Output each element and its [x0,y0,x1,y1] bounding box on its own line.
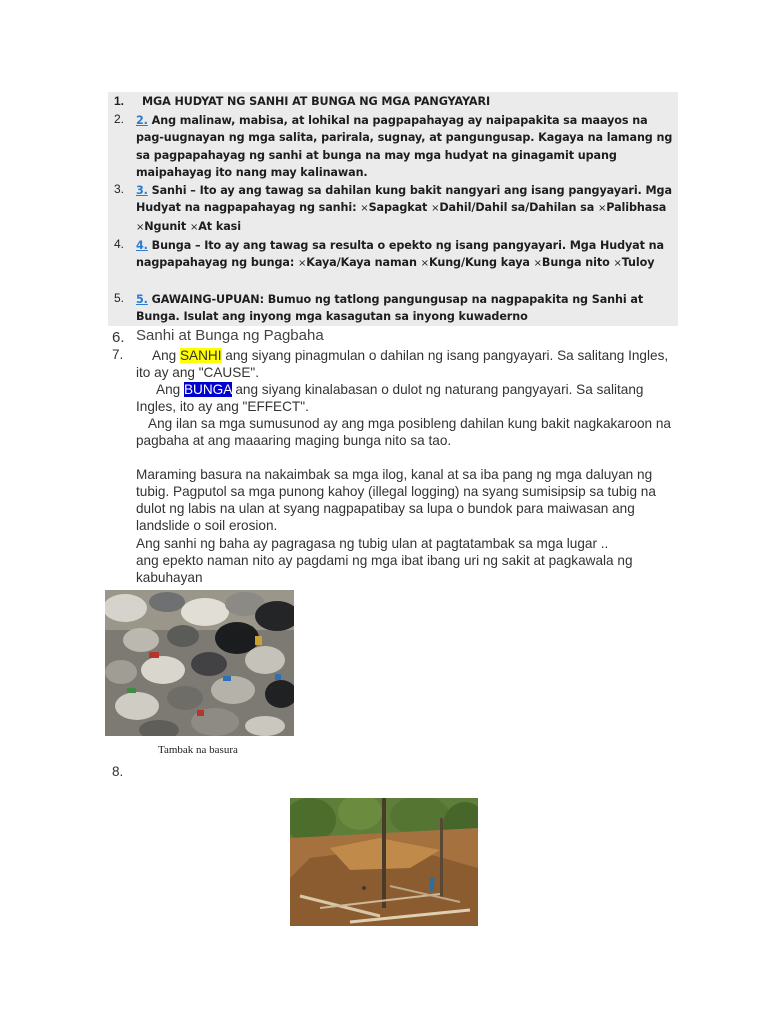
marker-word: Dahil/Dahil sa/Dahilan sa [439,201,595,215]
marker-symbol: × [297,258,307,270]
list-link[interactable]: 3. [136,184,148,197]
list-item-body: Bunga – Ito ay ang tawag sa resulta o epekto ng isang pangyayari. Mga Hudyat na nagpapahayag ng bunga: [136,239,664,270]
figure-caption: Tambak na basura [158,744,238,756]
paragraph-effect-summary: ang epekto naman nito ay pagdami ng mga ibat ibang uri ng sakit at pagkawala ng kabuhayan [136,553,633,585]
marker-symbol: × [431,203,440,215]
list-link[interactable]: 2. [136,114,148,127]
list-number: 6. [112,329,125,346]
highlight-sanhi: SANHI [179,348,222,363]
list-item-text [136,112,676,182]
marker-word: Ngunit [144,219,187,233]
marker-symbol: × [360,203,369,215]
list-item-body: Ang malinaw, mabisa, at lohikal na pagpapahayag ay naipapakita sa maayos na pag-uugnayan ng mga salita, parirala, sugnay, at pangungusap. Kagaya na lamang ng sa pagpapahayag ng sanhi at bunga na may mga hudyat na ginagamit upang maipahayag ito nang may kalinawan. [136,114,673,180]
list-link[interactable]: 5. [136,293,148,306]
marker-symbol: × [420,258,429,270]
text-run: ang siyang pinagmulan o dahilan ng isang pangyayari. Sa salitang Ingles, ito ay ang "CAUSE". [136,348,669,380]
text-run: Ang [156,382,184,397]
deforestation-photo [290,798,478,926]
list-link[interactable]: 4. [136,239,148,252]
marker-word: Sapagkat [368,201,428,215]
list-item-text [136,237,676,273]
marker-symbol: × [597,203,607,215]
list-item-heading: MGA HUDYAT NG SANHI AT BUNGA NG MGA PANGYAYARI [142,95,491,108]
paragraph-bunga [136,381,676,415]
marker-word: At kasi [198,219,241,233]
paragraph-sanhi [136,347,676,381]
marker-symbol: × [613,258,622,270]
numbered-list-panel [108,92,678,326]
text-run: ang siyang kinalabasan o dulot ng naturang pangyayari. Sa salitang Ingles, ito ay ang "EFFECT". [136,382,644,414]
marker-symbol: × [136,221,145,233]
paragraph-causes: Maraming basura na nakaimbak sa mga ilog, kanal at sa iba pang ng mga daluyan ng tubig. Pagputol sa mga punong kahoy (illegal logging) na syang sumisipsip sa tubig na dulot ng labis na ulan at syang nagpapatibay sa lupa o bundok para maiwasan ang landslide o soil erosion. [136,467,656,533]
list-number: 7. [112,347,124,362]
highlight-bunga: BUNGA [183,382,232,397]
marker-word: Kaya/Kaya naman [306,256,417,270]
list-number: 5. [114,291,125,305]
list-item-body: Sanhi – Ito ay ang tawag sa dahilan kung bakit nangyari ang isang pangyayari. Mga Hudyat na nagpapahayag ng sanhi: [136,184,672,215]
garbage-pile-photo [105,590,294,736]
list-item-text [136,291,676,326]
marker-symbol: × [533,258,542,270]
marker-word: Tuloy [621,256,655,270]
list-number: 4. [114,237,125,251]
paragraph-intro: Ang ilan sa mga sumusunod ay ang mga posibleng dahilan kung bakit nagkakaroon na pagbaha at ang maaaring maging bunga nito sa tao. [136,416,671,448]
marker-word: Kung/Kung kaya [428,256,530,270]
marker-symbol: × [189,221,199,233]
section-title: Sanhi at Bunga ng Pagbaha [136,327,324,344]
list-number: 3. [114,182,125,196]
paragraph-cause-summary: Ang sanhi ng baha ay pagragasa ng tubig ulan at pagtatambak sa mga lugar .. [136,536,609,551]
marker-word: Palibhasa [606,201,667,215]
list-number: 1. [114,94,125,108]
text-run: Ang [152,348,180,363]
marker-word: Bunga nito [541,256,610,270]
list-item-text [136,182,676,236]
list-number: 2. [114,112,125,126]
list-item-body: GAWAING-UPUAN: Bumuo ng tatlong pangungusap na nagpapakita ng Sanhi at Bunga. Isulat ang inyong mga kasagutan sa inyong kuwaderno [136,293,644,324]
list-number: 8. [112,764,124,779]
